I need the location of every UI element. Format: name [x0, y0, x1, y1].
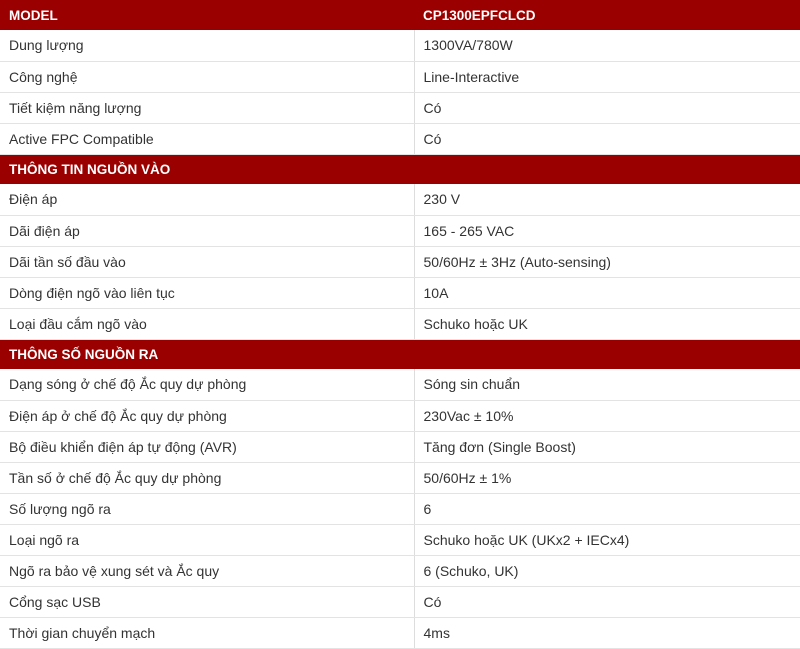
spec-row [0, 184, 800, 215]
spec-row [0, 277, 800, 308]
spec-value: Có [414, 586, 800, 617]
spec-row [0, 555, 800, 586]
spec-value: Line-Interactive [414, 61, 800, 92]
spec-label: Loại ngõ ra [0, 524, 414, 555]
spec-label: Số lượng ngõ ra [0, 493, 414, 524]
spec-row [0, 30, 800, 61]
spec-row [0, 586, 800, 617]
spec-value: 4ms [414, 617, 800, 648]
spec-value: 1300VA/780W [414, 30, 800, 61]
spec-label: Loại đầu cắm ngõ vào [0, 308, 414, 339]
spec-row [0, 524, 800, 555]
spec-row [0, 123, 800, 154]
spec-label: Dung lượng [0, 30, 414, 61]
spec-value: 165 - 265 VAC [414, 215, 800, 246]
spec-label: Dãi tần số đầu vào [0, 246, 414, 277]
spec-row [0, 61, 800, 92]
spec-label: Bộ điều khiển điện áp tự động (AVR) [0, 431, 414, 462]
spec-label: Công nghệ [0, 61, 414, 92]
spec-row [0, 92, 800, 123]
spec-row [0, 617, 800, 648]
spec-value: 230 V [414, 184, 800, 215]
spec-value: 6 (Schuko, UK) [414, 555, 800, 586]
section-header-input [0, 154, 800, 184]
spec-label: Tiết kiệm năng lượng [0, 92, 414, 123]
spec-value: Tăng đơn (Single Boost) [414, 431, 800, 462]
spec-label: Dãi điện áp [0, 215, 414, 246]
spec-value: 50/60Hz ± 1% [414, 462, 800, 493]
model-header-row [0, 0, 800, 30]
spec-row [0, 400, 800, 431]
spec-label: Dạng sóng ở chế độ Ắc quy dự phòng [0, 369, 414, 400]
spec-label: Điện áp [0, 184, 414, 215]
model-value: CP1300EPFCLCD [414, 0, 800, 30]
spec-label: Thời gian chuyển mạch [0, 617, 414, 648]
section-title: THÔNG TIN NGUỒN VÀO [0, 154, 800, 184]
spec-row [0, 215, 800, 246]
spec-value: Có [414, 123, 800, 154]
spec-row [0, 308, 800, 339]
spec-value: 230Vac ± 10% [414, 400, 800, 431]
spec-label: Ngõ ra bảo vệ xung sét và Ắc quy [0, 555, 414, 586]
spec-value: Có [414, 92, 800, 123]
spec-row [0, 462, 800, 493]
spec-row [0, 493, 800, 524]
spec-row [0, 431, 800, 462]
spec-label: Active FPC Compatible [0, 123, 414, 154]
spec-label: Tần số ở chế độ Ắc quy dự phòng [0, 462, 414, 493]
spec-label: Cổng sạc USB [0, 586, 414, 617]
spec-value: 10A [414, 277, 800, 308]
section-header-output [0, 339, 800, 369]
spec-row [0, 369, 800, 400]
spec-label: Dòng điện ngõ vào liên tục [0, 277, 414, 308]
spec-value: 50/60Hz ± 3Hz (Auto-sensing) [414, 246, 800, 277]
section-title: THÔNG SỐ NGUỒN RA [0, 339, 800, 369]
spec-value: Schuko hoặc UK [414, 308, 800, 339]
model-label: MODEL [0, 0, 414, 30]
spec-value: Schuko hoặc UK (UKx2 + IECx4) [414, 524, 800, 555]
spec-value: Sóng sin chuẩn [414, 369, 800, 400]
spec-value: 6 [414, 493, 800, 524]
spec-label: Điện áp ở chế độ Ắc quy dự phòng [0, 400, 414, 431]
spec-row [0, 246, 800, 277]
